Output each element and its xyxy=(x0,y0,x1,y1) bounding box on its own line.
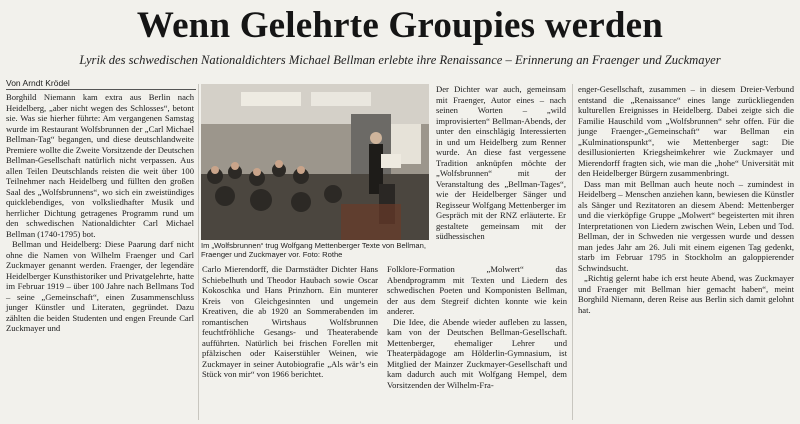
article-column-3 xyxy=(387,264,567,422)
article-column-3-top xyxy=(436,84,566,262)
event-photo-illustration xyxy=(201,84,429,240)
article-headline: Wenn Gelehrte Groupies werden xyxy=(136,5,664,46)
paragraph: Borghild Niemann kam extra aus Berlin nach Heidelberg, „aber nicht wegen des Schlosses“, betont sie. Was sie hierher führte: Am vergangenen Samstag wurde im Restaurant Wolfsbrunnen der „Carl Michael Bellman-Tag“ begangen, und diese deutschlandweite Premiere wollte die Zweite Vorsitzende der Deutschen Bellman-Gesellschaft natürlich nicht verpassen. Aus allen Teilen Deutschlands reisten die weit über 100 Teilnehmer nach Heidelberg und füllten den großen Saal des „Wolfsbrunnens“, wo sich ein zweistündiges quicklebendiges, von volksliedhafter Musik und herrlicher Dichtung getragenes Programm rund um den schwedischen Nationaldichter Carl Michael Bellman (1740-1795) bot. xyxy=(6,92,194,239)
paragraph: Folklore-Formation „Molwert“ das Abendprogramm mit Texten und Liedern des schwedischen Poeten und Komponisten Bellman, der aus dem Stegreif dichten konnte wie kein anderer. xyxy=(387,264,567,316)
paragraph: enger-Gesellschaft, zusammen – in diesem Dreier-Verbund entstand die „Renaissance“ eines lange zurückliegenden kulturellen Ereignisses in Heidelberg. Dabei zeigte sich die Familie Hauschild vom „Wolfsbrunnen“ sehr offen. Für die junge Fraenger-„Gemeinschaft“ war Bellman ein „Kulminationspunkt“, wie Mettenberger sagt: Die desillusionierten Kriegsheimkehrer wie Zuckmayer und Mierendorff fragten sich, wie man die „hohe“ Universität mit den Heidelberger Bürgern zusammenbringt. xyxy=(578,84,794,178)
article-byline: Von Arndt Krödel xyxy=(6,78,196,90)
article-subheadline: Lyrik des schwedischen Nationaldichters Michael Bellman erlebte ihre Renaissance – Erinnerung an Fraenger und Zuckmayer xyxy=(79,53,721,67)
paragraph: Carlo Mierendorff, die Darmstädter Dichter Hans Schiebelhuth und Theodor Haubach sowie Oscar Kokoschka und Hans Prinzhorn. Ein munterer Kreis von Gleichgesinnten und ungemein Kreativen, die ab 1920 an Sommerabenden im romantischen Wirtshaus Wolfsbrunnen feuchtfröhliche Gesangs- und Theaterabende aufführten. Natürlich bei frischen Forellen mit pfälzischen oder Kaiserstühler Weinen, wie Zuckmayer in seiner Autobiografie „Als wär’s ein Stück von mir“ von 1966 berichtet. xyxy=(202,264,378,379)
article-column-4 xyxy=(578,84,794,422)
paragraph: Die Idee, die Abende wieder aufleben zu lassen, kam von der Deutschen Bellman-Gesellschaft. Mettenberger, ehemaliger Lehrer und Theaterpädagoge am Hölderlin-Gymnasium, ist Mitglied der Mainzer Zuckmayer-Gesellschaft und kam dadurch auch mit Wolfgang Hempel, dem Vorsitzenden der Wilhelm-Fra- xyxy=(387,316,567,390)
paragraph: Dass man mit Bellman auch heute noch – zumindest in Heidelberg – Menschen anziehen kann, bewiesen die Künstler als Sänger und Rezitatoren an diesem Abend: Mettenberger und die vierköpfige Gruppe „Molwert“ begeisterten mit ihren Interpretationen von Liedern zwischen Wein, Leben und Tod. Bellman, der in Schweden nie vergessen wurde und dessen man jedes Jahr am 26. Juli mit einem eigenen Tag gedenkt, starb im Februar 1795 in Stockholm an galoppierender Schwindsucht. xyxy=(578,178,794,273)
article-column-1 xyxy=(6,92,194,422)
article-column-2 xyxy=(202,264,378,422)
paragraph: Bellman und Heidelberg: Diese Paarung darf nicht ohne die Namen von Wilhelm Fraenger und Carl Zuckmayer genannt werden. Fraenger, der legendäre Heidelberger Kunsthistoriker und Privatgelehrte, hatte im Februar 1919 – über 100 Jahre nach Bellmans Tod – seine „Gemeinschaft“, einen Zusammenschluss junger Künstler und Literaten, gegründet. Dazu zählten die beiden Studenten und engen Freunde Carl Zuckmayer und xyxy=(6,239,194,333)
paragraph: Der Dichter war auch, gemeinsam mit Fraenger, Autor eines – nach seinen Worten – „wild improvisierten“ Bellman-Abends, der unter den einschlägig Interessierten in und um Heidelberg zum Renner wurde. An diese fast vergessene Tradition anknüpfen möchte der „Wolfsbrunnen“ mit der Veranstaltung des „Bellman-Tages“, wie der Heidelberger Sänger und Regisseur Wolfgang Mettenberger im Gespräch mit der RNZ erläuterte. Er gestaltete gemeinsam mit der südhessischen xyxy=(436,84,566,241)
column-rule xyxy=(198,84,199,420)
event-photo xyxy=(201,84,429,240)
paragraph: „Richtig gelernt habe ich erst heute Abend, was Zuckmayer und Fraenger mit Bellman hier gemacht haben“, meint Borghild Niemann, deren Reise aus Berlin sich damit gelohnt hat. xyxy=(578,273,794,315)
photo-caption: Im „Wolfsbrunnen“ trug Wolfgang Mettenberger Texte von Bellman, Fraenger und Zuckmayer vor. Foto: Rothe xyxy=(201,241,426,260)
column-rule xyxy=(572,84,573,420)
